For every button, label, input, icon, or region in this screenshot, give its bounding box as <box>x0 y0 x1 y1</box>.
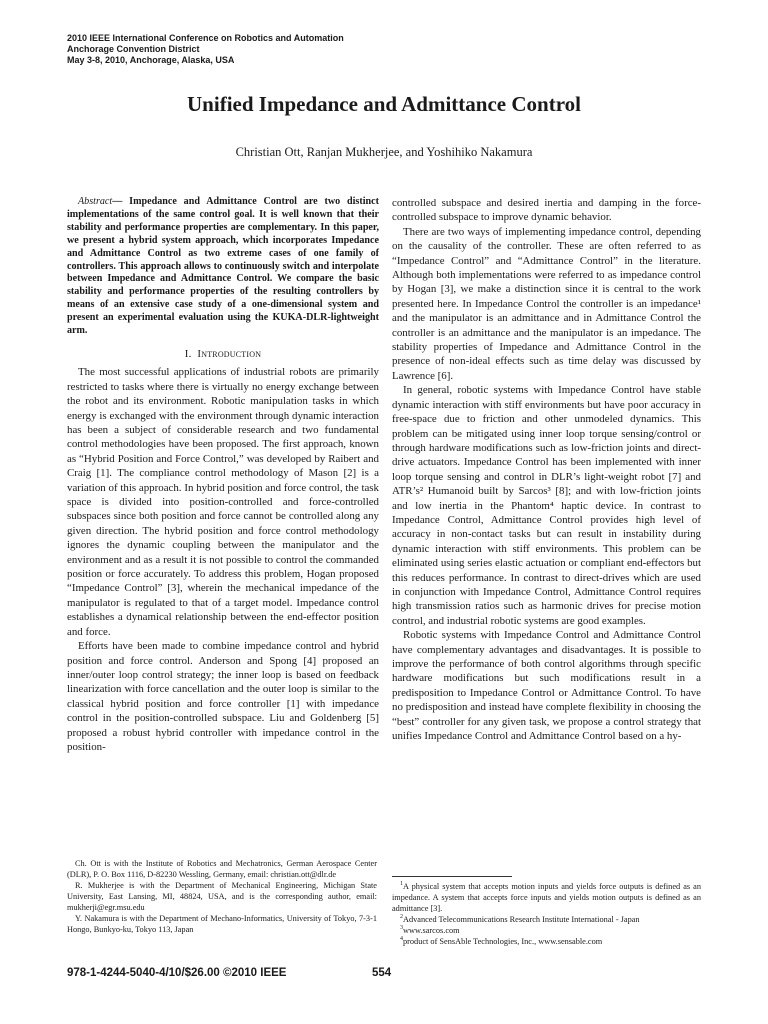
footnote-text: Advanced Telecommunications Research Institute International - Japan <box>403 915 640 924</box>
footnote-text: A physical system that accepts motion inputs and yields force outputs is defined as an impedance. A system that accepts force inputs and yields motion outputs is defined as an admittance [3]. <box>392 882 701 913</box>
footnote-mark: 4 <box>400 936 403 943</box>
footnote-text: www.sarcos.com <box>403 926 460 935</box>
section-title: Introduction <box>197 347 262 360</box>
paper-title: Unified Impedance and Admittance Control <box>187 92 581 116</box>
paragraph: The most successful applications of industrial robots are primarily restricted to tasks where there is virtually no energy exchange between the robot and its environment. Robotic manipulation tasks in which energy is exchanged with the environment through dynamic interaction has been a subject of considerable research and two fundamental control methodologies have been proposed. The first approach, known as “Hybrid Position and Force Control,” was developed by Raibert and Craig [1]. The compliance control methodology of Mason [2] is a variation of this approach. In hybrid position and force control, the task space is divided into position-controlled and force-controlled subspaces since both position and force cannot be controlled along any given direction. The hybrid position and force control methodology ignores the dynamic coupling between the manipulator and the environment and as a result it is not possible to control the commanded position or force accurately. To address this problem, Hogan proposed “Impedance Control” [3], wherein the mechanical impedance of the manipulator is regulated to that of a target model. Impedance control establishes a dynamical relationship between the end-effector position and force. <box>67 366 379 638</box>
paragraph: In general, robotic systems with Impedance Control have stable dynamic interaction with stiff environments but have poor accuracy in free-space due to friction and other unmodeled dynamics. This problem can be mitigated using inner loop torque sensing/control or through hardware modifications such as low-friction joints and direct-drive actuators. Impedance Control has been implemented with inner loop torque sensing and control in DLR’s light-weight robot [7] and ATR’s² Humanoid built by Sarcos³ [8]; and with low-friction joints and low inertia in the Phantom⁴ haptic device. In contrast to Impedance Control, Admittance Control provides high level of accuracy in non-contact tasks but can result in instability during dynamic interaction with stiff environments. This problem can be eliminated using series elastic actuation or compliant end-effectors but this reduces performance. In contrast to direct-drives which are used in conjunction with Impedance Control, Admittance Control requires high transmission ratios such as harmonic drives for precise motion control, and industrial robotic systems are good examples. <box>392 384 701 627</box>
page-number: 554 <box>372 967 392 979</box>
abstract-text: — Impedance and Admittance Control are two distinct implementations of the same control goal. It is well known that their stability and performance properties are complementary. In this paper, we present a hybrid system approach, which incorporates Impedance and Admittance Control as two extreme cases of one family of controllers. This approach allows to continuously switch and interpolate between Impedance and Admittance Control. We compare the basic stability and performance properties of the resulting controllers by means of an extensive case study of a one-dimensional system and present an experimental evaluation using the KUKA-DLR-lightweight arm. <box>67 196 379 337</box>
abstract <box>67 196 379 338</box>
footnote-mark: 1 <box>400 881 403 888</box>
paper-authors: Christian Ott, Ranjan Mukherjee, and Yoshihiko Nakamura <box>235 145 533 159</box>
footnote <box>392 881 701 914</box>
affiliation: R. Mukherjee is with the Department of Mechanical Engineering, Michigan State University, East Lansing, MI, 48824, USA, and is the corresponding author, email: mukherji@egr.msu.edu <box>67 881 377 912</box>
footnote-mark: 2 <box>400 914 403 921</box>
section-number: I. <box>184 347 192 360</box>
right-column <box>392 196 701 743</box>
footnote <box>392 914 701 925</box>
left-column <box>67 196 379 754</box>
isbn-line: 978-1-4244-5040-4/10/$26.00 ©2010 IEEE <box>67 967 287 979</box>
footnotes <box>392 881 701 947</box>
affiliation: Y. Nakamura is with the Department of Mechano-Informatics, University of Tokyo, 7-3-1 Hongo, Bunkyo-ku, Tokyo 113, Japan <box>67 914 377 934</box>
footnote-rule <box>392 876 512 877</box>
section-heading <box>67 347 379 361</box>
affiliation: Ch. Ott is with the Institute of Robotics and Mechatronics, German Aerospace Center (DLR), P. O. Box 1116, D-82230 Wessling, Germany, email: christian.ott@dlr.de <box>67 859 377 879</box>
conference-name: 2010 IEEE International Conference on Robotics and Automation <box>67 33 344 43</box>
paragraph: controlled subspace and desired inertia and damping in the force-controlled subspace to improve dynamic behavior. <box>392 197 701 224</box>
paragraph: Efforts have been made to combine impedance control and hybrid position and force control. Anderson and Spong [4] proposed an inner/outer loop control strategy; the inner loop is based on feedback linearization with force cancellation and the outer loop is similar to the classical hybrid position and force controller [1] with impedance control in the position-controlled subspace. Liu and Goldenberg [5] proposed a robust hybrid controller with impedance control in the position- <box>67 640 379 753</box>
paragraph: Robotic systems with Impedance Control and Admittance Control have complementary advantages and disadvantages. It is possible to improve the performance of both control algorithms through specific hardware modifications but such modifications result in a predisposition to Impedance Control or Admittance Control. To have no predisposition and instead have complete flexibility in choosing the “best” controller for any given task, we propose a control strategy that unifies Impedance Control and Admittance Control based on a hy- <box>392 629 701 743</box>
paragraph: There are two ways of implementing impedance control, depending on the causality of the controller. These are often referred to as “Impedance Control” and “Admittance Control” in the literature. Although both implementations were referred to as impedance control by Hogan [3], we make a distinction since it is central to the work presented here. In Impedance Control the controller is an impedance¹ and the manipulator is an admittance and in Admittance Control the controller is an admittance and the manipulator is an impedance. The stability properties of Impedance and Admittance Control in the presence of non-ideal effects such as time delay was discussed by Lawrence [6]. <box>392 225 701 382</box>
footnote <box>392 936 701 947</box>
footnote <box>392 925 701 936</box>
conference-date: May 3-8, 2010, Anchorage, Alaska, USA <box>67 55 235 65</box>
conference-venue: Anchorage Convention District <box>67 44 200 54</box>
abstract-keyword: Abstract <box>78 196 113 207</box>
footnote-mark: 3 <box>400 925 403 932</box>
footnote-text: product of SensAble Technologies, Inc., www.sensable.com <box>403 937 603 946</box>
affiliations <box>67 858 377 935</box>
conference-header <box>67 33 344 66</box>
